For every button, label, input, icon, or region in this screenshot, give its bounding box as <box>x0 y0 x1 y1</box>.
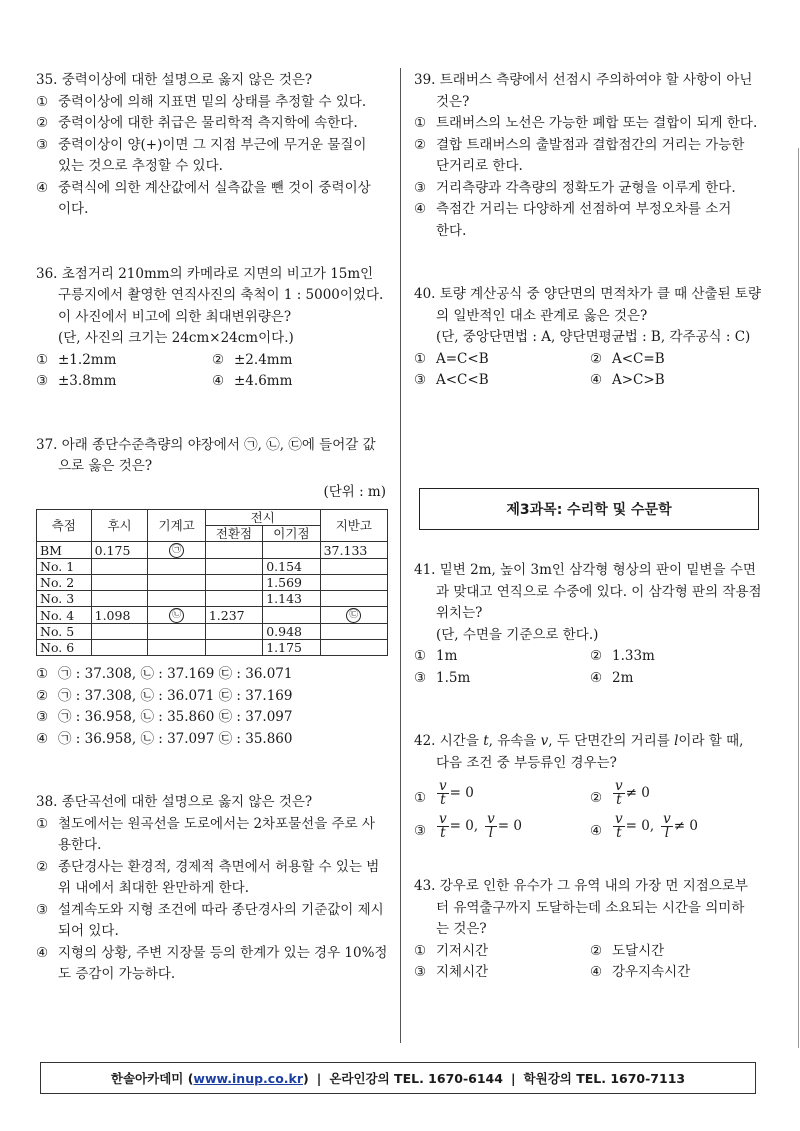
question-41-option-1[interactable] <box>414 646 590 668</box>
option-text: 설계속도와 지형 조건에 따라 종단경사의 기준값이 제시 <box>58 901 384 918</box>
table-cell <box>320 607 387 624</box>
blank-marker-icon: ㉢ <box>346 608 361 623</box>
question-37-option-3[interactable] <box>36 707 388 729</box>
table-cell <box>263 542 320 559</box>
table-cell: No. 5 <box>37 624 92 640</box>
table-cell <box>205 575 262 591</box>
option-text: 철도에서는 원곡선을 도로에서는 2차포물선을 주로 사 <box>58 815 375 832</box>
option-text: 종단경사는 환경적, 경제적 측면에서 허용할 수 있는 범 <box>58 858 380 875</box>
table-cell: 1.098 <box>91 607 148 624</box>
table-cell <box>148 575 205 591</box>
question-37-option-2[interactable] <box>36 686 388 708</box>
option-number: ② <box>590 942 603 959</box>
option-text: 도 증감이 가능하다. <box>58 966 176 982</box>
question-37-options <box>36 664 388 750</box>
table-cell: 0.175 <box>91 542 148 559</box>
question-41-option-3[interactable] <box>414 668 590 690</box>
question-39-option-1[interactable] <box>414 113 766 135</box>
question-35-stem: 35. 중력이상에 대한 설명으로 옳지 않은 것은? <box>36 72 313 88</box>
table-cell <box>148 542 205 559</box>
footer-online-tel: 온라인강의 TEL. 1670-6144 <box>329 1071 503 1086</box>
option-number: ③ <box>414 372 427 388</box>
table-cell <box>91 591 148 607</box>
option-number: ④ <box>36 179 49 196</box>
relation-text: = 0, <box>449 817 479 834</box>
table-cell <box>148 591 205 607</box>
relation-text: = 0 <box>497 817 522 834</box>
table-cell <box>320 624 387 640</box>
option-text: ㉠ : 36.958, ㉡ : 37.097 ㉢ : 35.860 <box>58 730 293 747</box>
table-cell <box>320 640 387 656</box>
table-cell <box>148 607 205 624</box>
table-row <box>37 607 388 624</box>
question-39 <box>414 70 766 242</box>
question-37-stem-line: 으로 옳은 것은? <box>58 458 153 474</box>
question-36-option-1[interactable] <box>36 350 212 372</box>
option-text: 거리측량과 각측량의 정확도가 균형을 이루게 한다. <box>436 179 736 196</box>
table-cell: 37.133 <box>320 542 387 559</box>
question-43 <box>414 876 766 984</box>
option-text: ±2.4mm <box>234 351 293 368</box>
relation-text: = 0, <box>625 817 655 834</box>
fraction <box>613 780 625 807</box>
option-text: 2m <box>612 669 634 686</box>
option-number: ④ <box>590 964 603 980</box>
question-43-stem-line: 는 것은? <box>436 921 487 937</box>
fraction-numerator: v <box>615 811 623 827</box>
fraction-denominator: l <box>488 825 494 841</box>
option-number: ① <box>414 648 427 664</box>
table-cell: 1.143 <box>263 591 320 607</box>
question-37-stem-line: 37. 아래 종단수준측량의 야장에서 ㉠, ㉡, ㉢에 들어갈 값 <box>36 436 376 453</box>
option-text: 중력이상에 의해 지표면 밑의 상태를 추정할 수 있다. <box>58 93 367 110</box>
question-43-option-2[interactable] <box>590 941 766 963</box>
option-number: ② <box>212 351 225 368</box>
question-36-options <box>36 350 388 393</box>
question-38-option-3[interactable] <box>36 900 388 943</box>
option-text: 1.33m <box>612 648 655 664</box>
footer-separator: | <box>510 1070 516 1086</box>
option-number: ④ <box>590 823 603 839</box>
footer-url-link[interactable]: www.inup.co.kr <box>193 1070 304 1086</box>
option-text: A<C<B <box>436 372 489 388</box>
fraction-numerator: v <box>439 811 447 827</box>
fraction-denominator: t <box>440 825 446 841</box>
option-number: ① <box>414 115 427 131</box>
option-number: ④ <box>212 373 225 389</box>
question-39-option-4[interactable] <box>414 199 766 242</box>
table-cell <box>320 591 387 607</box>
question-43-options <box>414 941 766 984</box>
option-number: ① <box>36 815 49 832</box>
option-number: ① <box>36 93 49 110</box>
question-36-stem-line: 이 사진에서 비고에 의한 최대변위량은? <box>58 308 292 325</box>
question-36-option-4[interactable] <box>212 371 388 393</box>
option-number: ③ <box>414 179 427 196</box>
table-cell: No. 1 <box>37 559 92 575</box>
option-text: 되어 있다. <box>58 923 119 939</box>
option-text: A=C<B <box>436 350 489 367</box>
question-40-option-3[interactable] <box>414 370 590 392</box>
question-35-option-4[interactable] <box>36 178 388 221</box>
table-cell <box>320 575 387 591</box>
blank-marker-icon: ㉡ <box>169 608 184 623</box>
question-35-option-1[interactable] <box>36 92 388 114</box>
option-text: 중력이상에 대한 취급은 물리학적 측지학에 속한다. <box>58 115 358 131</box>
footer-bar: 한솔아카데미 ( www.inup.co.kr ) | 온라인강의 TEL. 1670-6144 | 학원강의 TEL. 1670-7113 <box>40 1062 756 1094</box>
option-number: ① <box>414 350 427 367</box>
fraction <box>485 813 497 840</box>
option-number: ③ <box>36 373 49 389</box>
option-number: ① <box>414 942 427 959</box>
question-41-note: (단, 수면을 기준으로 한다.) <box>436 626 599 643</box>
fraction-denominator: t <box>440 792 446 808</box>
question-39-stem-line: 39. 트래버스 측량에서 선점시 주의하여야 할 사항이 아닌 <box>414 72 753 88</box>
question-40-option-2[interactable] <box>590 349 766 371</box>
question-38-option-1[interactable] <box>36 814 388 857</box>
fraction-numerator: v <box>615 778 623 794</box>
option-text: 트래버스의 노선은 가능한 폐합 또는 결합이 되게 한다. <box>436 115 758 131</box>
question-38 <box>36 792 388 986</box>
fraction-denominator: t <box>616 825 622 841</box>
column-header: 기계고 <box>148 510 205 542</box>
leveling-fieldbook-table <box>36 509 388 656</box>
question-42-stem: 42. 시간을 t, 유속을 v, 두 단면간의 거리를 l이라 할 때, <box>414 733 744 749</box>
option-number: ② <box>590 350 603 367</box>
question-40-stem-line: 40. 토량 계산공식 중 양단면의 면적차가 클 때 산출된 토량 <box>414 286 761 302</box>
question-41-option-4[interactable] <box>590 668 766 690</box>
question-43-option-4[interactable] <box>590 962 766 984</box>
column-header: 지반고 <box>320 510 387 542</box>
table-cell <box>320 559 387 575</box>
fraction <box>437 780 449 807</box>
question-36-stem-line: 구릉지에서 촬영한 연직사진의 축척이 1 : 5000이었다. <box>58 287 384 303</box>
footer-offline-tel: 학원강의 TEL. 1670-7113 <box>523 1071 686 1086</box>
fraction-numerator: v <box>439 778 447 794</box>
table-cell <box>91 575 148 591</box>
option-text: 측점간 거리는 다양하게 선점하여 부정오차를 소거 <box>436 201 732 217</box>
option-text: ±3.8mm <box>58 373 117 389</box>
question-42-option-3[interactable] <box>414 813 590 840</box>
right-column <box>414 70 766 392</box>
question-42 <box>414 731 766 840</box>
table-row <box>37 559 388 575</box>
question-39-stem-line: 것은? <box>436 93 470 110</box>
option-text: ㉠ : 36.958, ㉡ : 35.860 ㉢ : 37.097 <box>58 709 293 725</box>
question-37 <box>36 435 388 751</box>
fraction-denominator: l <box>664 825 670 841</box>
question-35 <box>36 70 388 221</box>
option-text: A>C>B <box>612 372 665 388</box>
option-text: 단거리로 한다. <box>436 158 523 174</box>
option-number: ④ <box>590 669 603 686</box>
subject-title: 제3과목: 수리학 및 수문학 <box>506 502 672 518</box>
table-cell: No. 4 <box>37 607 92 624</box>
option-number: ③ <box>36 901 49 918</box>
column-header: 측점 <box>37 510 92 542</box>
table-row <box>37 542 388 559</box>
question-37-option-4[interactable] <box>36 729 388 751</box>
option-number: ① <box>36 666 49 682</box>
option-text: 결합 트래버스의 출발점과 결합점간의 거리는 가능한 <box>436 136 745 153</box>
table-cell <box>148 640 205 656</box>
question-41-options <box>414 646 766 689</box>
question-43-stem-line: 43. 강우로 인한 유수가 그 유역 내의 가장 먼 지점으로부 <box>414 878 748 894</box>
question-42-options <box>414 780 766 840</box>
table-cell: 1.569 <box>263 575 320 591</box>
question-39-option-2[interactable] <box>414 135 766 178</box>
footer-brand: 한솔아카데미 <box>110 1071 184 1086</box>
option-number: ③ <box>36 136 49 153</box>
option-text: ±4.6mm <box>234 373 293 389</box>
table-cell <box>91 624 148 640</box>
option-number: ② <box>414 136 427 153</box>
relation-text: ≠ 0 <box>625 784 650 801</box>
question-41-stem-line: 과 맞대고 연직으로 수중에 있다. 이 삼각형 판의 작용점 <box>436 583 762 600</box>
column-header: 이기점 <box>263 526 320 542</box>
option-number: ③ <box>36 709 49 725</box>
option-text: 이다. <box>58 201 89 217</box>
option-text: 용한다. <box>58 837 102 853</box>
option-number: ② <box>590 790 603 806</box>
option-number: ③ <box>414 964 427 980</box>
option-number: ④ <box>36 730 49 747</box>
question-38-option-4[interactable] <box>36 943 388 986</box>
table-cell <box>91 640 148 656</box>
table-cell <box>205 624 262 640</box>
option-text: 중력식에 의한 계산값에서 실측값을 뺀 것이 중력이상 <box>58 179 371 196</box>
unit-label: (단위 : m) <box>323 483 386 500</box>
table-cell: No. 3 <box>37 591 92 607</box>
table-cell <box>148 559 205 575</box>
option-number: ④ <box>414 201 427 217</box>
question-38-option-2[interactable] <box>36 857 388 900</box>
option-number: ② <box>590 648 603 664</box>
left-column <box>36 70 388 986</box>
fraction <box>437 813 449 840</box>
table-cell <box>205 640 262 656</box>
fraction-numerator: v <box>663 811 671 827</box>
question-40-options <box>414 349 766 392</box>
table-cell <box>91 559 148 575</box>
fraction <box>613 813 625 840</box>
question-42-option-2[interactable] <box>590 780 766 807</box>
table-cell: No. 2 <box>37 575 92 591</box>
question-36-stem-line: 36. 초점거리 210mm의 카메라로 지면의 비고가 15m인 <box>36 265 374 282</box>
fraction-numerator: v <box>487 811 495 827</box>
question-40 <box>414 284 766 392</box>
question-40-note: (단, 중앙단면법 : A, 양단면평균법 : B, 각주공식 : C) <box>436 329 751 345</box>
option-text: 1m <box>436 648 458 664</box>
option-text: 강우지속시간 <box>612 964 691 980</box>
question-40-option-1[interactable] <box>414 349 590 371</box>
subject-title-box <box>419 488 759 530</box>
column-header: 전시 <box>205 510 320 526</box>
option-text: 1.5m <box>436 669 471 686</box>
table-cell <box>263 607 320 624</box>
question-43-option-1[interactable] <box>414 941 590 963</box>
table-cell <box>205 559 262 575</box>
question-36-note: (단, 사진의 크기는 24cm×24cm이다.) <box>58 330 294 346</box>
option-number: ① <box>414 790 427 806</box>
option-number: ④ <box>36 944 49 961</box>
question-43-stem-line: 터 유역출구까지 도달하는데 소요되는 시간을 의미하 <box>436 899 745 916</box>
question-40-stem-line: 의 일반적인 대소 관계로 옳은 것은? <box>436 307 648 324</box>
footer-separator: | <box>316 1070 322 1086</box>
option-number: ② <box>36 687 49 704</box>
option-text: 위 내에서 최대한 완만하게 한다. <box>58 880 249 896</box>
question-43-option-3[interactable] <box>414 962 590 984</box>
relation-text: = 0 <box>449 784 474 801</box>
question-36-option-3[interactable] <box>36 371 212 393</box>
option-number: ③ <box>414 669 427 686</box>
table-header-row <box>37 510 388 526</box>
question-35-option-3[interactable] <box>36 135 388 178</box>
option-text: ㉠ : 37.308, ㉡ : 37.169 ㉢ : 36.071 <box>58 666 293 682</box>
fraction-denominator: t <box>616 792 622 808</box>
relation-text: ≠ 0 <box>673 817 698 834</box>
table-cell: BM <box>37 542 92 559</box>
table-cell <box>148 624 205 640</box>
table-cell: 0.948 <box>263 624 320 640</box>
table-cell: 1.175 <box>263 640 320 656</box>
question-41-stem-line: 41. 밑변 2m, 높이 3m인 삼각형 형상의 판이 밑변을 수면 <box>414 562 756 578</box>
option-text: 중력이상이 양(+)이면 그 지점 부근에 무거운 물질이 <box>58 136 367 153</box>
option-text: ㉠ : 37.308, ㉡ : 36.071 ㉢ : 37.169 <box>58 687 293 704</box>
blank-marker-icon: ㉠ <box>169 543 184 558</box>
table-cell: No. 6 <box>37 640 92 656</box>
question-36 <box>36 264 388 393</box>
question-37-option-1[interactable] <box>36 664 388 686</box>
right-column-lower <box>414 560 766 984</box>
column-header: 후시 <box>91 510 148 542</box>
option-text: 기저시간 <box>436 942 489 959</box>
table-row <box>37 624 388 640</box>
option-text: 지체시간 <box>436 964 489 980</box>
fraction <box>661 813 673 840</box>
table-cell: 0.154 <box>263 559 320 575</box>
option-number: ① <box>36 351 49 368</box>
option-text: ±1.2mm <box>58 351 117 368</box>
column-divider <box>400 68 401 1043</box>
page-edge-line <box>798 148 799 1048</box>
question-39-option-3[interactable] <box>414 178 766 200</box>
table-row <box>37 591 388 607</box>
question-38-stem: 38. 종단곡선에 대한 설명으로 옳지 않은 것은? <box>36 794 313 810</box>
option-number: ③ <box>414 823 427 839</box>
option-text: A<C=B <box>612 350 665 367</box>
question-42-option-1[interactable] <box>414 780 590 807</box>
column-header: 전환점 <box>205 526 262 542</box>
option-text: 있는 것으로 추정할 수 있다. <box>58 158 223 174</box>
question-42-stem-line2: 다음 조건 중 부등류인 경우는? <box>436 754 617 771</box>
option-text: 지형의 상황, 주변 지장물 등의 한계가 있는 경우 10%정 <box>58 944 388 961</box>
table-cell <box>205 591 262 607</box>
question-41 <box>414 560 766 689</box>
option-text: 한다. <box>436 222 467 239</box>
question-40-option-4[interactable] <box>590 370 766 392</box>
option-text: 도달시간 <box>612 942 665 959</box>
option-number: ② <box>36 858 49 875</box>
question-41-stem-line: 위치는? <box>436 605 483 621</box>
table-cell: 1.237 <box>205 607 262 624</box>
table-row <box>37 640 388 656</box>
question-42-option-4[interactable] <box>590 813 766 840</box>
option-number: ② <box>36 115 49 131</box>
table-cell <box>205 542 262 559</box>
question-35-option-2[interactable] <box>36 113 388 135</box>
question-36-option-2[interactable] <box>212 350 388 372</box>
table-row <box>37 575 388 591</box>
question-41-option-2[interactable] <box>590 646 766 668</box>
option-number: ④ <box>590 372 603 388</box>
